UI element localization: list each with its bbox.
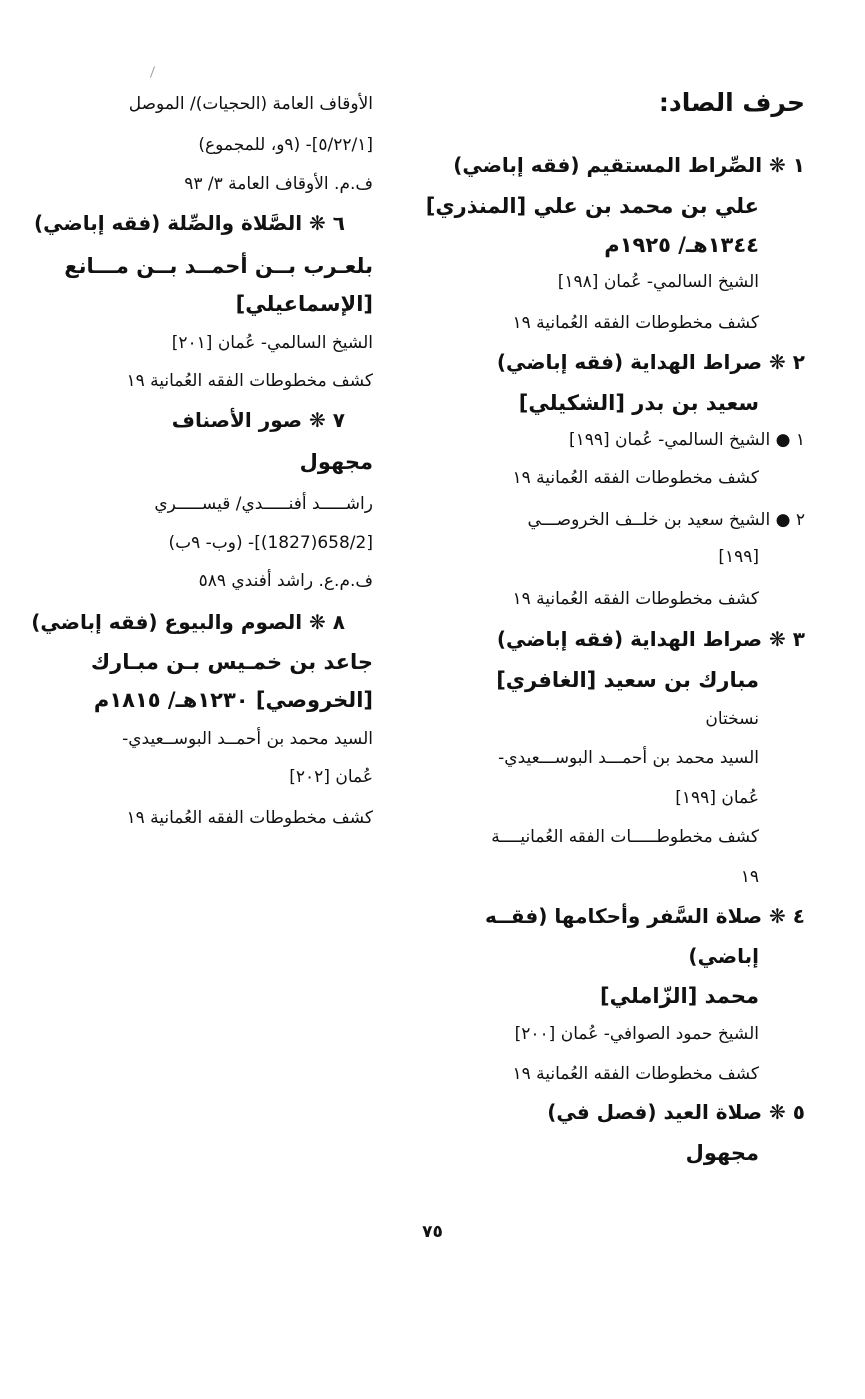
entry-author: علي بن محمد بن علي [المنذري] [425, 194, 759, 218]
entry-author: ١٣٤٤هـ/ ١٩٢٥م [604, 233, 759, 257]
entry-detail: كشف مخطوطات الفقه العُمانية ١٩ [512, 468, 759, 488]
entry-title: ٣ ❋ صراط الهداية (فقه إباضي) [496, 627, 805, 651]
entry-author: مبارك بن سعيد [الغافري] [496, 668, 759, 692]
entry-detail: ف.م.ع. راشد أفندي ٥٨٩ [198, 571, 373, 591]
entry-title: ٥ ❋ صلاة العيد (فصل في) [547, 1100, 805, 1124]
entry-detail: ١ ● الشيخ السالمي- عُمان [١٩٩] [568, 430, 805, 450]
entry-detail: عُمان [٢٠٢] [289, 767, 373, 787]
entry-detail: عُمان [١٩٩] [675, 788, 759, 808]
entry-detail: كشف مخطوطات الفقه العُمانية ١٩ [126, 808, 373, 828]
entry-detail: السيد محمد بن أحمـــد البوســـعيدي- [498, 748, 759, 768]
entry-detail: [٥/٢٢/١]- (٩و، للمجموع) [198, 135, 373, 155]
entry-detail: كشف مخطوطات الفقه العُمانية ١٩ [512, 589, 759, 609]
entry-author: سعيد بن بدر [الشكيلي] [518, 391, 759, 415]
entry-detail: الأوقاف العامة (الحجيات)/ الموصل [128, 94, 373, 114]
entry-detail: ف.م. الأوقاف العامة ٣/ ٩٣ [184, 174, 373, 194]
entry-title: ٧ ❋ صور الأصناف [171, 408, 345, 432]
entry-detail: الشيخ السالمي- عُمان [٢٠١] [171, 333, 373, 353]
entry-detail: كشف مخطوطات الفقه العُمانية ١٩ [512, 313, 759, 333]
entry-title: ١ ❋ الصِّراط المستقيم (فقه إباضي) [453, 153, 805, 177]
stray-pen-mark [150, 66, 155, 78]
entry-title: ٤ ❋ صلاة السَّفر وأحكامها (فقــه [484, 904, 805, 928]
entry-author: جاعد بن خمـيس بـن مبـارك [90, 650, 373, 674]
entry-detail: الشيخ حمود الصوافي- عُمان [٢٠٠] [514, 1024, 759, 1044]
entry-detail: [١٩٩] [718, 547, 759, 567]
entry-author: [الإسماعيلي] [235, 292, 373, 316]
entry-detail: راشـــــد أفنـــــدي/ قيســـــري [154, 494, 373, 514]
entry-title: ٦ ❋ الصَّلاة والصِّلة (فقه إباضي) [34, 211, 345, 235]
entry-title: إباضي) [688, 944, 759, 968]
entry-detail: ٢ ● الشيخ سعيد بن خلــف الخروصـــي [527, 510, 805, 530]
entry-detail: كشف مخطوطات الفقه العُمانية ١٩ [512, 1064, 759, 1084]
entry-detail: ١٩ [740, 867, 759, 887]
entry-title: ٨ ❋ الصوم والبيوع (فقه إباضي) [31, 610, 345, 634]
entry-author: مجهول [299, 450, 373, 474]
entry-detail: كشف مخطوطات الفقه العُمانية ١٩ [126, 371, 373, 391]
entry-detail: كشف مخطوطـــــات الفقه العُمانيــــة [491, 827, 759, 847]
entry-author: مجهول [685, 1141, 759, 1165]
entry-detail: نسختان [705, 709, 759, 729]
page-number: ٧٥ [422, 1222, 443, 1242]
entry-author: بلعـرب بــن أحمــد بــن مـــانع [64, 254, 373, 278]
entry-detail: الشيخ السالمي- عُمان [١٩٨] [557, 272, 759, 292]
section-heading: حرف الصاد: [658, 88, 805, 117]
entry-author: محمد [الزّاملي] [599, 984, 759, 1008]
entry-detail: [658/2(1827)]- (وب- ٩ب) [168, 533, 373, 553]
entry-title: ٢ ❋ صراط الهداية (فقه إباضي) [496, 350, 805, 374]
entry-author: [الخروصي] ١٢٣٠هـ/ ١٨١٥م [93, 688, 373, 712]
entry-detail: السيد محمد بن أحمــد البوســعيدي- [122, 729, 373, 749]
